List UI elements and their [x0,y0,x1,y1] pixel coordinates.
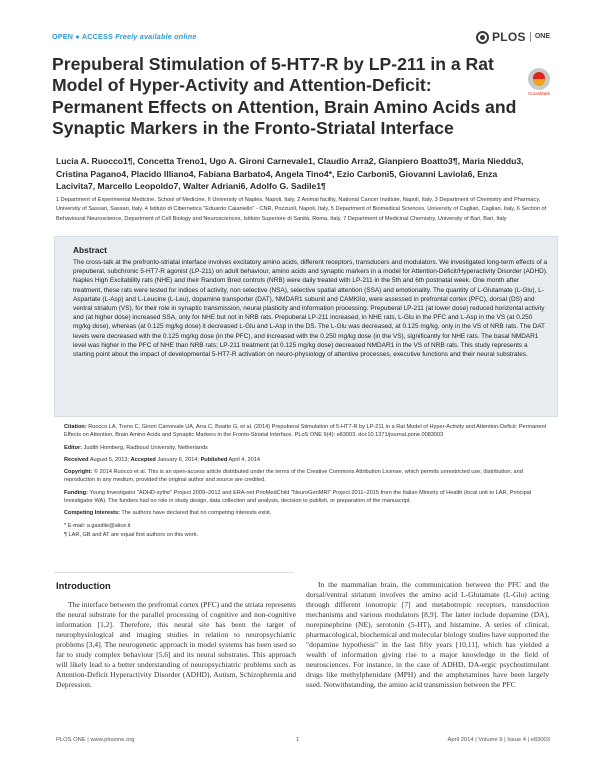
citation: Citation: Ruocco LA, Treno C, Gironi Carnevale UA, Arra C, Boatto G, et al. (2014) Prepuberal Stimulation of 5-HT7-R by LP-211 in a Rat Model of Hyper-Activity and Attention-Deficit: Permanent Effects on Attention, Brain Amino Acids and Synaptic Markers in the Fronto-Striatal Interface. PLoS ONE 9(4): e83003. doi:10.1371/journal.pone.0083003 [64,424,547,439]
abstract-heading: Abstract [73,245,107,255]
journal-name: ONE [530,32,550,42]
introduction-heading: Introduction [56,580,111,591]
equal-contribution-note: ¶ LAR, GB and AT are equal first authors on this work. [64,531,199,538]
freely-available-label: Freely available online [115,32,197,41]
abstract-text: The cross-talk at the prefronto-striatal interface involves excitatory amino acids, different receptors, transducers and modulators. We investigated long-term effects of a prepuberal, subchronic 5-HT7-R agonist (LP-211) on adult behaviour, amino acids and synaptic markers in a model for Attention-Deficit/Hyperactivity Disorder (ADHD). Naples High Excitability rats (NHE) and their Random Bred controls (NRB) were daily treated with LP-211 in the 5th and 6th postnatal week. One month after treatment, these rats were tested for indices of activity, non selective (NSA), selective spatial attention (SSA) and emotionality. The quantity of L-Glutamate (L-Glu), L-Aspartate (L-Asp) and L-Leucine (L-Leu), dopamine transporter (DAT), NMDAR1 subunit and CAMKIIα, were assessed in prefrontal cortex (PFC), dorsal (DS) and ventral striatum (VS), for their role in synaptic transmission, neural plasticity and information processing. Prepuberal LP-211 (at lower dose) reduced horizontal activity and (at higher dose) increased SSA, only for NHE but not in NRB rats. Prepuberal LP-211 increased, in NHE rats, L-Glu in the PFC and L-Asp in the VS (at 0.250 mg/kg dose), whereas (at 0.125 mg/kg dose) it decreased L-Glu and L-Asp in the DS. The L-Glu was decreased, at 0.125 mg/kg, only in the VS of NRB rats. The DAT levels were decreased with the 0.125 mg/kg dose (in the PFC), and increased with the 0.250 mg/kg dose (in the VS), significantly for NHE rats. The basal NMDAR1 level was higher in the PFC of NHE than NRB rats; LP-211 treatment (at 0.125 mg/kg dose) decreased NMDAR1 in the VS of NRB rats. This study represents a starting point about the impact of developmental 5-HT7-R activation on neuro-physiology of attentive processes, executive functions and their neural substrates. [73,259,548,359]
section-divider [54,572,294,573]
competing-interests: Competing Interests: The authors have declared that no competing interests exist. [64,510,272,517]
open-access-banner [52,32,197,41]
introduction-left-column: The interface between the prefrontal cortex (PFC) and the striata represents the neural substrate for the parallel processing of cognitive and non-cognitive information [1,2]. Therefore, this neural site has been the target of neurophysiological and imaging studies in relation to neuropsychiatric problems [3,4]. The neurogenetic approach in model systems has been used so far to study complex behaviour [5,6] and its neural substrates. This approach will likely lead to a better understanding of neuropsychiatric problems such as Attention-Deficit Hyperactivity Disorder (ADHD), Autism, Schizophrenia and Depression. [56,600,296,690]
funding: Funding: Young Investigator "ADHD-sythe" Project 2009–2012 and ERA-net PrioMedChild "NeuroGenMRI" Project 2011–2015 from the Italian Ministry of Health (local unit to LAR, Principal Investigator WA). The funders had no role in study design, data collection and analysis, decision to publish, or preparation of the manuscript. [64,489,532,505]
editor: Editor: Judith Homberg, Radboud University, Netherlands [64,444,208,451]
open-label: OPEN [52,32,74,41]
plos-one-logo [476,30,550,44]
plos-logo-icon [476,31,489,44]
crossmark-badge[interactable] [527,68,551,96]
dates: Received August 5, 2013; Accepted January 6, 2014; Published April 4, 2014 [64,456,260,463]
article-metadata [64,423,554,543]
crossmark-label: CrossMark [528,91,550,96]
footer-journal[interactable]: PLOS ONE | www.plosone.org [56,737,135,743]
access-label: ACCESS [81,32,114,41]
copyright: Copyright: © 2014 Ruocco et al. This is an open-access article distributed under the terms of the Creative Commons Attribution License, which permits unrestricted use, distribution, and reproduction in any medium, provided the original author and source are credited. [64,469,523,484]
article-title: Prepuberal Stimulation of 5-HT7-R by LP-211 in a Rat Model of Hyper-Activity and Attention-Deficit: Permanent Effects on Attention, Brain Amino Acids and Synaptic Markers in the Fronto-Striatal Interface [52,54,517,139]
page-number: 1 [296,737,300,743]
footer-issue: April 2014 | Volume 9 | Issue 4 | e83003 [447,737,550,743]
author-list: Lucia A. Ruocco1¶, Concetta Treno1, Ugo A. Gironi Carnevale1, Claudio Arra2, Gianpiero Boatto3¶, Maria Nieddu3, Cristina Pagano4, Placido Illiano4, Fabiana Barbato4, Angela Tino4*, Ezio Carboni5, Giovanni Laviola6, Enza Lacivita7, Marcello Leopoldo7, Walter Adriani6, Adolfo G. Sadile1¶ [56,156,524,192]
affiliations: 1 Department of Experimental Medicine, School of Medicine, II University of Naples, Napoli, Italy, 2 Animal facility, National Cancer Institute, Napoli, Italy, 3 Department of Chemistry and Pharmacy, University of Sassari, Sassari, Italy, 4 Istituto di Cibernetica "Eduardo Caianiello" - CNR, Pozzuoli, Napoli, Italy, 5 Department of Biomedical Sciences, University of Cagliari, Cagliari, Italy, 6 Section of Behavioural Neuroscience, Department of Cell Biology and Neurosciences, Istituto Superiore di Sanità, Roma, Italy, 7 Department of Medicinal Chemistry, University of Bari, Bari, Italy [56,197,547,222]
introduction-right-column: In the mammalian brain, the communication between the PFC and the dorsal/ventral striatum involves the amino acid L-Glutamate (L-Glu) acting through different ionotropic [7] and metabotropic receptors, transduction mechanisms and various modulators [8,9]. The latter include dopamine (DA), norepinephrine (NE), serotonin (5-HT), and histamine. A series of clinical, pharmacological, biochemical and molecular biology studies have supported the "dopamine hypothesis" in the last fifty years [10,11], which has yielded a wealth of information giving rise to a major knowledge in the field of neurosciences. For instance, in the case of ADHD, DA-ergic psychostimulant drugs like methylphenidate (MPH) and the amphetamines have been largely used. Notwithstanding, the amino acid transmission between the PFC [306,580,549,690]
journal-header [52,30,550,46]
open-access-lock-icon: ● [75,32,80,41]
plos-wordmark: PLOS [491,30,526,44]
crossmark-icon[interactable] [528,68,550,90]
corresponding-email[interactable]: * E-mail: a.gasdile@alice.it [64,522,131,529]
abstract-box [54,236,558,417]
